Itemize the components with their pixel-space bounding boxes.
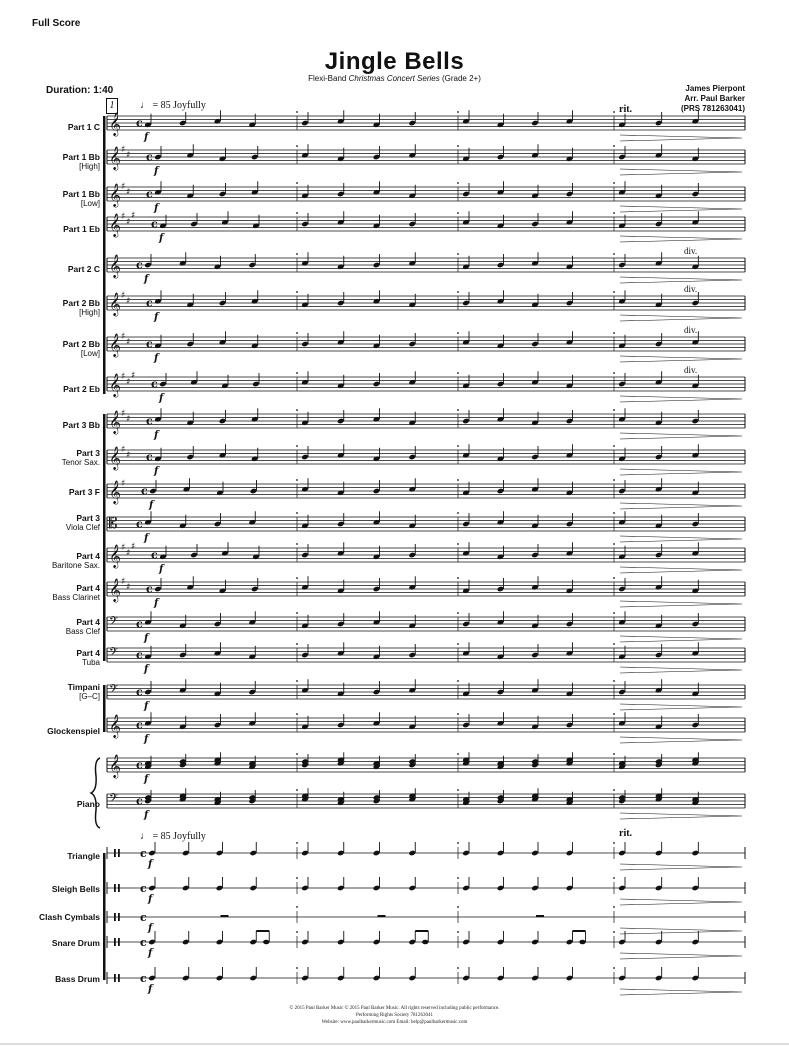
breath-mark [613, 753, 615, 755]
divisi-label: div. [684, 325, 698, 335]
instrument-name: Part 3 Bb [62, 420, 100, 430]
dynamic-forte: f [154, 466, 159, 477]
dynamic-forte: f [159, 393, 164, 404]
time-signature: c [146, 150, 153, 164]
instrument-name: Part 2 Eb [63, 384, 100, 394]
divisi-label: div. [684, 284, 698, 294]
duration-label: Duration: 1:40 [46, 85, 114, 96]
decrescendo-hairpin [620, 899, 742, 905]
breath-mark [296, 291, 298, 293]
page-title: Jingle Bells [324, 48, 465, 75]
dynamic-forte: f [154, 430, 159, 441]
treble-clef: 𝄞 [109, 332, 121, 357]
dynamic-forte: f [148, 984, 153, 995]
breath-mark [613, 577, 615, 579]
decrescendo-hairpin [620, 433, 742, 439]
time-signature: c [151, 548, 158, 562]
instrument-name: Part 2 Bb [62, 339, 100, 349]
instrument-name: Part 2 Bb [62, 298, 100, 308]
decrescendo-hairpin [620, 536, 742, 542]
breath-mark [613, 479, 615, 481]
time-signature: c [151, 377, 158, 391]
time-signature: c [140, 882, 147, 895]
treble-clef: 𝄞 [109, 753, 121, 778]
breath-mark [296, 643, 298, 645]
time-signature: c [146, 450, 153, 464]
breath-mark [296, 967, 298, 969]
percussion-clef [114, 913, 116, 921]
breath-mark [296, 253, 298, 255]
breath-mark [457, 145, 459, 147]
decrescendo-hairpin [620, 356, 742, 362]
breath-mark [613, 612, 615, 614]
breath-mark [296, 612, 298, 614]
instrument-subname: Bass Clef [65, 627, 100, 636]
breath-mark [613, 842, 615, 844]
instrument-name: Part 4 [76, 551, 100, 561]
breath-mark [296, 680, 298, 682]
time-signature: c [136, 648, 143, 662]
dynamic-forte: f [144, 274, 149, 285]
percussion-clef [114, 849, 116, 857]
sharp-sign: ♯ [126, 217, 131, 228]
dynamic-forte: f [154, 312, 159, 323]
bass-clef: 𝄢 [109, 646, 119, 662]
dynamic-forte: f [154, 203, 159, 214]
breath-mark [613, 713, 615, 715]
sharp-sign: ♯ [121, 543, 126, 553]
group-bracket [103, 685, 106, 732]
decrescendo-hairpin [620, 864, 742, 870]
sharp-sign: ♯ [126, 450, 131, 461]
breath-mark [613, 212, 615, 214]
sharp-sign: ♯ [126, 337, 131, 348]
breath-mark [613, 182, 615, 184]
time-signature: c [136, 116, 143, 130]
breath-mark [457, 479, 459, 481]
footer [0, 1005, 789, 1026]
treble-clef: 𝄞 [109, 409, 121, 434]
breath-mark [296, 877, 298, 879]
breath-mark [613, 445, 615, 447]
instrument-name: Piano [76, 799, 100, 809]
decrescendo-hairpin [620, 236, 742, 242]
breath-mark [457, 111, 459, 113]
sharp-sign: ♯ [126, 548, 131, 559]
instrument-name: Part 2 C [67, 264, 100, 274]
breath-mark [613, 543, 615, 545]
breath-mark [296, 753, 298, 755]
breath-mark [296, 332, 298, 334]
piano-brace [91, 758, 100, 828]
dynamic-forte: f [154, 166, 159, 177]
percussion-clef [118, 884, 120, 892]
treble-clef: 𝄞 [109, 145, 121, 170]
treble-clef: 𝄞 [109, 212, 121, 237]
breath-mark [457, 372, 459, 374]
prs-number: (PRS 781263041) [680, 104, 745, 113]
dynamic-forte: f [144, 701, 149, 712]
instrument-name: Triangle [67, 851, 100, 861]
time-signature: c [146, 187, 153, 201]
instrument-name: Bass Drum [55, 974, 100, 984]
instrument-name: Snare Drum [51, 938, 100, 948]
decrescendo-hairpin [620, 928, 742, 934]
breath-mark [296, 577, 298, 579]
breath-mark [457, 543, 459, 545]
instrument-subname: Bass Clarinet [52, 593, 100, 602]
time-signature: c [136, 794, 143, 808]
breath-mark [457, 512, 459, 514]
breath-mark [613, 332, 615, 334]
treble-clef: 𝄞 [109, 713, 121, 738]
breath-mark [613, 145, 615, 147]
sharp-sign: ♯ [121, 332, 126, 342]
percussion-clef [118, 849, 120, 857]
breath-mark [296, 182, 298, 184]
instrument-subname: Tuba [82, 658, 100, 667]
instrument-name: Part 1 Bb [62, 189, 100, 199]
dynamic-forte: f [154, 353, 159, 364]
divisi-label: div. [684, 246, 698, 256]
half-rest [536, 915, 544, 917]
time-signature: c [136, 718, 143, 732]
breath-mark [613, 253, 615, 255]
instrument-subname: [High] [79, 308, 100, 317]
breath-mark [296, 145, 298, 147]
breath-mark [457, 291, 459, 293]
breath-mark [296, 479, 298, 481]
divisi-label: div. [684, 365, 698, 375]
percussion-clef [114, 938, 116, 946]
breath-mark [613, 111, 615, 113]
sharp-sign: ♯ [131, 371, 136, 381]
instrument-name: Part 1 Eb [63, 224, 100, 234]
sharp-sign: ♯ [126, 414, 131, 425]
treble-clef: 𝄞 [109, 577, 121, 602]
decrescendo-hairpin [620, 277, 742, 283]
dynamic-forte: f [144, 132, 149, 143]
time-signature: c [140, 972, 147, 985]
breath-mark [457, 409, 459, 411]
percussion-clef [118, 938, 120, 946]
breath-mark [296, 842, 298, 844]
instrument-subname: Tenor Sax. [61, 458, 100, 467]
instrument-subname: Viola Clef [65, 523, 100, 532]
treble-clef: 𝄞 [109, 543, 121, 568]
dynamic-forte: f [159, 233, 164, 244]
breath-mark [613, 789, 615, 791]
breath-mark [457, 753, 459, 755]
sharp-sign: ♯ [126, 377, 131, 388]
breath-mark [613, 680, 615, 682]
note-head [263, 940, 269, 945]
treble-clef: 𝄞 [109, 291, 121, 316]
instrument-subname: [Low] [80, 199, 100, 208]
percussion-clef [118, 913, 120, 921]
percussion-clef [114, 884, 116, 892]
breath-mark [613, 291, 615, 293]
instrument-name: Part 4 [76, 583, 100, 593]
dynamic-forte: f [148, 894, 153, 905]
time-signature: c [136, 758, 143, 772]
sharp-sign: ♯ [121, 577, 126, 587]
instrument-name: Part 3 [76, 448, 100, 458]
dynamic-forte: f [144, 774, 149, 785]
breath-mark [296, 111, 298, 113]
dynamic-forte: f [148, 859, 153, 870]
rit-marking: rit. [619, 104, 633, 115]
time-signature: c [136, 617, 143, 631]
group-bracket [103, 414, 106, 661]
bass-clef: 𝄢 [109, 792, 119, 808]
breath-mark [613, 409, 615, 411]
treble-clef: 𝄞 [109, 253, 121, 278]
breath-mark [613, 967, 615, 969]
time-signature: c [140, 936, 147, 949]
sharp-sign: ♯ [121, 479, 126, 489]
percussion-clef [114, 974, 116, 982]
sharp-sign: ♯ [121, 182, 126, 192]
treble-clef: 𝄞 [109, 182, 121, 207]
breath-mark [296, 789, 298, 791]
breath-mark [613, 906, 615, 908]
time-signature: c [140, 911, 147, 924]
time-signature: c [146, 337, 153, 351]
breath-mark [296, 512, 298, 514]
decrescendo-hairpin [620, 206, 742, 212]
breath-mark [457, 967, 459, 969]
breath-mark [457, 445, 459, 447]
breath-mark [613, 372, 615, 374]
breath-mark [296, 372, 298, 374]
instrument-name: Part 3 F [68, 487, 100, 497]
dynamic-forte: f [144, 734, 149, 745]
breath-mark [296, 445, 298, 447]
sharp-sign: ♯ [131, 211, 136, 221]
breath-mark [613, 877, 615, 879]
breath-mark [296, 409, 298, 411]
decrescendo-hairpin [620, 953, 742, 959]
sharp-sign: ♯ [121, 445, 126, 455]
dynamic-forte: f [154, 598, 159, 609]
website-line: Website: www.paulbarkermusic.com Email: help@paulbarkermusic.com [321, 1020, 468, 1025]
breath-mark [457, 877, 459, 879]
sharp-sign: ♯ [126, 187, 131, 198]
rehearsal-mark: 1 [106, 98, 118, 114]
breath-mark [457, 253, 459, 255]
instrument-name: Glockenspiel [47, 726, 100, 736]
decrescendo-hairpin [620, 704, 742, 710]
sharp-sign: ♯ [121, 145, 126, 155]
decrescendo-hairpin [620, 989, 742, 995]
alto-clef: 𝄡 [109, 514, 118, 532]
decrescendo-hairpin [620, 667, 742, 673]
instrument-name: Timpani [67, 682, 100, 692]
breath-mark [457, 577, 459, 579]
treble-clef: 𝄞 [109, 479, 121, 504]
time-signature: c [136, 685, 143, 699]
breath-mark [457, 612, 459, 614]
breath-mark [613, 643, 615, 645]
full-score-label: Full Score [32, 18, 81, 29]
dynamic-forte: f [148, 923, 153, 934]
time-signature: c [141, 484, 148, 498]
half-rest [221, 915, 229, 917]
decrescendo-hairpin [620, 737, 742, 743]
sharp-sign: ♯ [126, 582, 131, 593]
breath-mark [613, 512, 615, 514]
breath-mark [296, 543, 298, 545]
dynamic-forte: f [144, 664, 149, 675]
breath-mark [296, 931, 298, 933]
instrument-subname: [Low] [80, 349, 100, 358]
subtitle-series: Christmas Concert Series [348, 74, 440, 83]
decrescendo-hairpin [620, 567, 742, 573]
sharp-sign: ♯ [126, 296, 131, 307]
instrument-name: Part 4 [76, 617, 100, 627]
time-signature: c [146, 296, 153, 310]
treble-clef: 𝄞 [109, 111, 121, 136]
instrument-subname: [High] [79, 162, 100, 171]
composer-name: James Pierpont [685, 84, 745, 93]
breath-mark [457, 789, 459, 791]
decrescendo-hairpin [620, 503, 742, 509]
decrescendo-hairpin [620, 169, 742, 175]
dynamic-forte: f [159, 564, 164, 575]
breath-mark [296, 212, 298, 214]
instrument-name: Clash Cymbals [39, 912, 100, 922]
group-bracket [103, 258, 106, 394]
time-signature: c [151, 217, 158, 231]
time-signature: c [140, 847, 147, 860]
copyright-line: © 2015 Paul Barker Music © 2015 Paul Barker Music. All rights reserved including public performance. [289, 1006, 500, 1011]
half-rest [378, 915, 386, 917]
sharp-sign: ♯ [121, 409, 126, 419]
decrescendo-hairpin [620, 636, 742, 642]
breath-mark [296, 906, 298, 908]
breath-mark [613, 931, 615, 933]
time-signature: c [146, 414, 153, 428]
bass-clef: 𝄢 [109, 615, 119, 631]
arranger-name: Arr. Paul Barker [684, 94, 745, 103]
instrument-subname: Baritone Sax. [51, 561, 100, 570]
breath-mark [457, 680, 459, 682]
note-head [579, 940, 585, 945]
note-head [422, 940, 428, 945]
decrescendo-hairpin [620, 813, 742, 819]
group-bracket [103, 853, 106, 980]
instrument-name: Part 4 [76, 648, 100, 658]
time-signature: c [136, 517, 143, 531]
treble-clef: 𝄞 [109, 372, 121, 397]
sharp-sign: ♯ [121, 212, 126, 222]
subtitle-suffix: (Grade 2+) [439, 74, 481, 83]
dynamic-forte: f [144, 533, 149, 544]
instrument-name: Part 3 [76, 513, 100, 523]
breath-mark [457, 906, 459, 908]
tempo-marking: ♩ = 85 Joyfully [140, 100, 206, 111]
breath-mark [457, 182, 459, 184]
breath-mark [457, 931, 459, 933]
tempo-marking-percussion: ♩ = 85 Joyfully [140, 831, 206, 842]
prs-line: Performing Rights Society 781263041 [355, 1013, 434, 1018]
dynamic-forte: f [144, 633, 149, 644]
dynamic-forte: f [149, 500, 154, 511]
decrescendo-hairpin [620, 469, 742, 475]
time-signature: c [136, 258, 143, 272]
sharp-sign: ♯ [121, 372, 126, 382]
instrument-name: Part 1 C [67, 122, 100, 132]
instrument-name: Sleigh Bells [51, 884, 100, 894]
dynamic-forte: f [148, 948, 153, 959]
breath-mark [457, 643, 459, 645]
breath-mark [296, 713, 298, 715]
rit-marking-percussion: rit. [619, 828, 633, 839]
breath-mark [457, 332, 459, 334]
treble-clef: 𝄞 [109, 445, 121, 470]
bass-clef: 𝄢 [109, 683, 119, 699]
decrescendo-hairpin [620, 315, 742, 321]
breath-mark [457, 212, 459, 214]
sharp-sign: ♯ [121, 291, 126, 301]
percussion-clef [118, 974, 120, 982]
decrescendo-hairpin [620, 601, 742, 607]
sharp-sign: ♯ [131, 542, 136, 552]
time-signature: c [146, 582, 153, 596]
dynamic-forte: f [144, 810, 149, 821]
breath-mark [457, 842, 459, 844]
decrescendo-hairpin [620, 396, 742, 402]
instrument-name: Part 1 Bb [62, 152, 100, 162]
instrument-subname: [G–C] [79, 692, 100, 701]
subtitle-prefix: Flexi-Band [308, 74, 349, 83]
decrescendo-hairpin [620, 135, 742, 141]
breath-mark [457, 713, 459, 715]
sharp-sign: ♯ [126, 150, 131, 161]
